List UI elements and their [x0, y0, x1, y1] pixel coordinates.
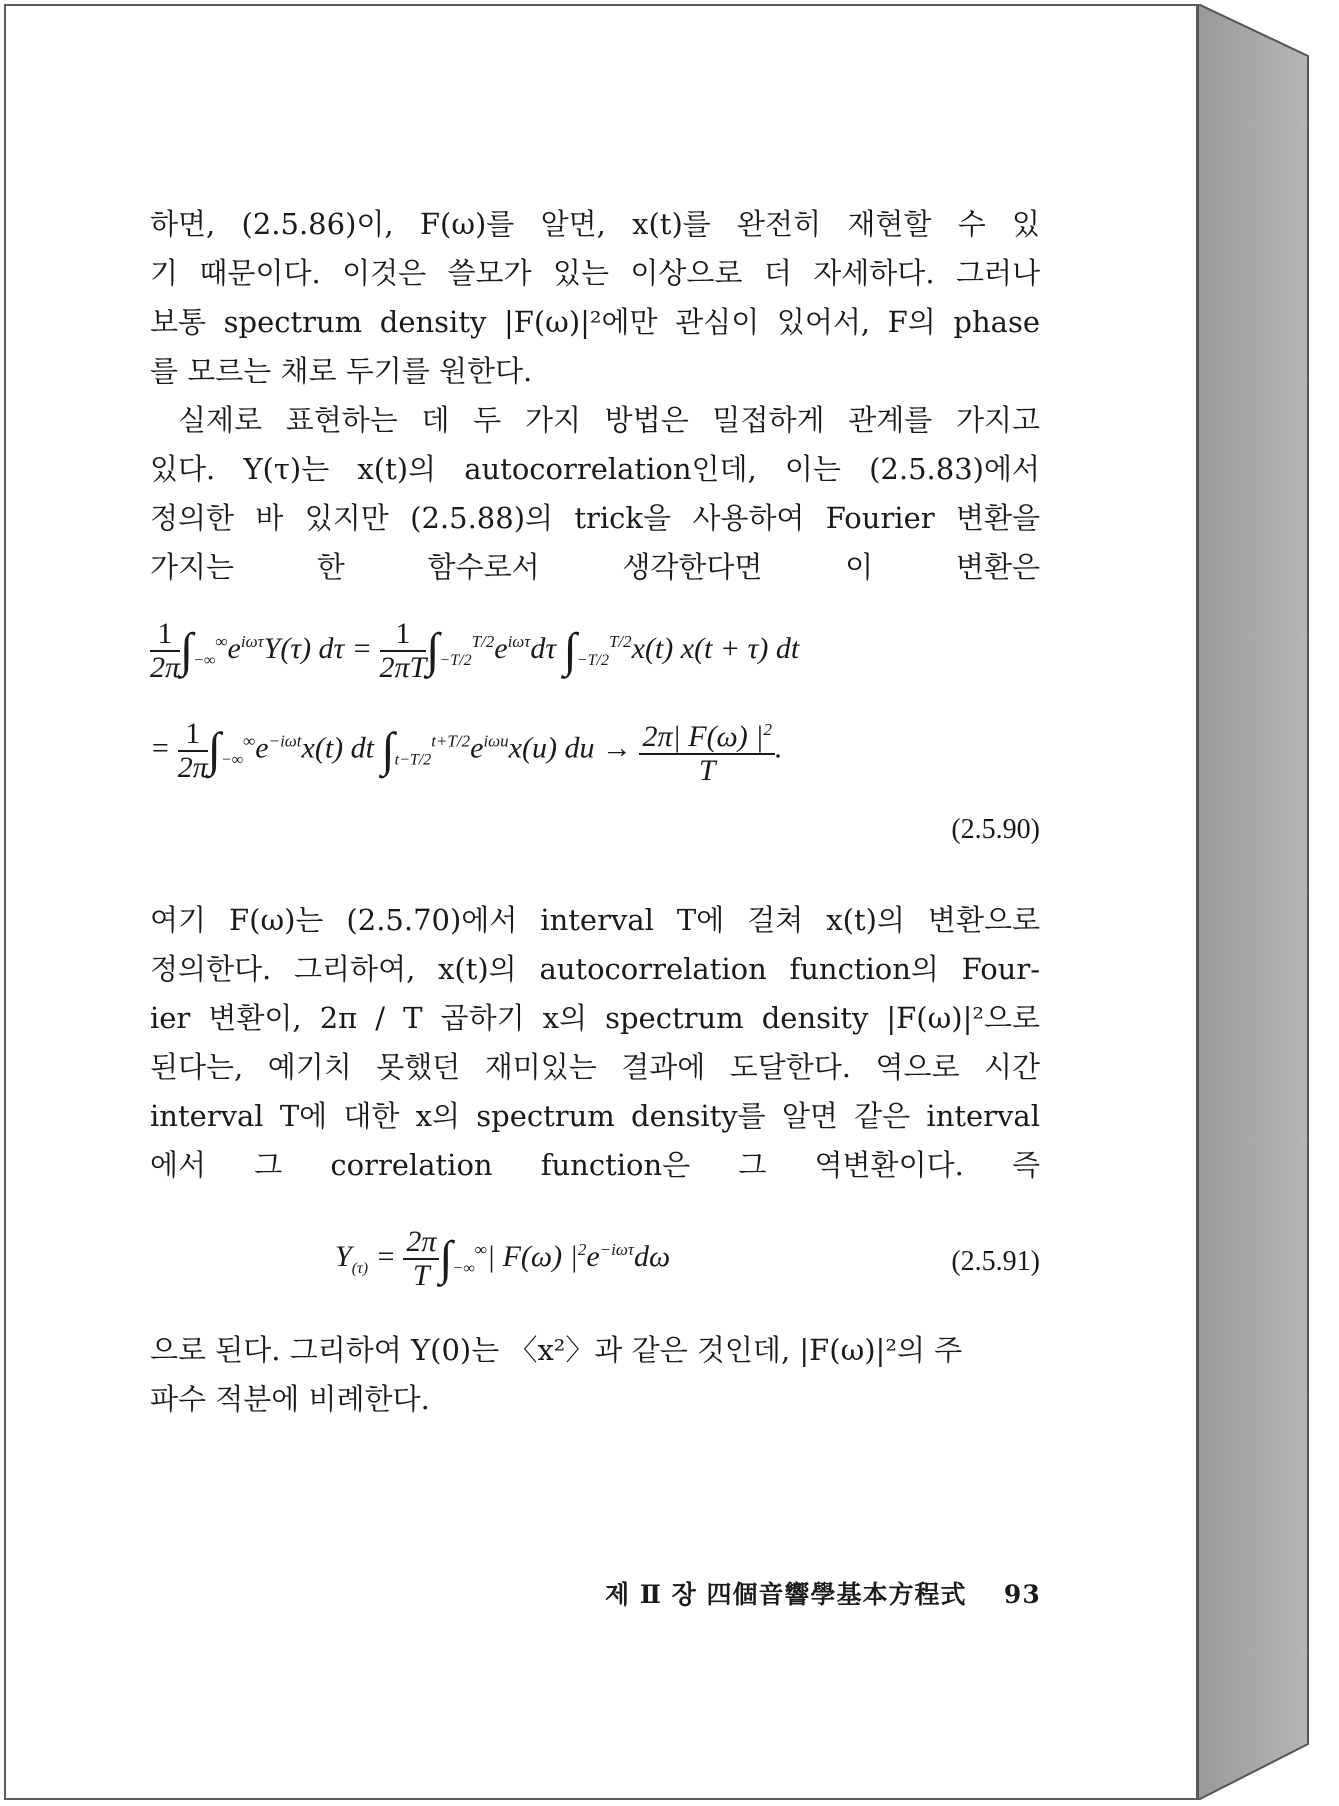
text-line: 가지는 한 함수로서 생각한다면 이 변환은 — [150, 550, 1040, 584]
page-number: 93 — [1003, 1580, 1041, 1609]
text-line: 기 때문이다. 이것은 쓸모가 있는 이상으로 더 자세하다. 그러나 — [150, 256, 1040, 290]
equation-line: $\Upsilon_{(\tau)}$ = $\frac{2\pi}{T}$ $\int_{-\infty}^\infty|$ F(ω) $|^2e^{-i\omega\tau}d\omega$ — [335, 1225, 671, 1292]
page-content — [150, 200, 1040, 1424]
text-line: interval T에 대한 x의 spectrum density를 알면 같은 interval — [150, 1099, 1040, 1133]
paragraph-3 — [150, 896, 1040, 1190]
equation-number: (2.5.91) — [951, 1246, 1040, 1277]
text-line: 에서 그 correlation function은 그 역변환이다. 즉 — [150, 1148, 1040, 1182]
running-footer — [605, 1575, 1041, 1611]
text-line: 정의한다. 그리하여, x(t)의 autocorrelation function의 Four- — [150, 952, 1040, 986]
equation-2-5-90 — [150, 618, 1040, 888]
equation-line-2: = $\frac{1}{2\pi}$ $\int_{-\infty}^\infty e^{-i\omega t}x(t)$ dt $\int_{t-T/2}^{t+T/2}e^{i\omega u}x(u)$ du → $\frac{2\pi| F(\omega) |^2}{T}$ . — [150, 714, 782, 787]
equation-2-5-91 — [150, 1212, 1040, 1312]
text-line: 정의한 바 있지만 (2.5.88)의 trick을 사용하여 Fourier 변환을 — [150, 501, 1040, 535]
paragraph-1 — [150, 200, 1040, 396]
book-page-edges — [1198, 4, 1310, 1800]
text-line: 여기 F(ω)는 (2.5.70)에서 interval T에 걸쳐 x(t)의 변환으로 — [150, 903, 1040, 937]
text-line: 를 모르는 채로 두기를 원한다. — [150, 354, 533, 388]
paragraph-2 — [150, 396, 1040, 592]
text-line: ier 변환이, 2π / T 곱하기 x의 spectrum density |F(ω)|²으로 — [150, 1001, 1040, 1035]
text-line: 파수 적분에 비례한다. — [150, 1382, 430, 1416]
equation-line-1: $\frac{1}{2\pi}$ $\int_{-\infty}^\infty e^{i\omega\tau}\Upsilon(\tau) d\tau$ = $\frac{1}{2\pi T}$ $\int_{-T/2}^{T/2}e^{i\omega\tau}d\tau$ $\int_{-T/2}^{T/2}x(t) x(t + \tau)$ dt — [150, 617, 800, 684]
paragraph-4 — [150, 1326, 1040, 1424]
text-line: 실제로 표현하는 데 두 가지 방법은 밀접하게 관계를 가지고 — [178, 403, 1040, 437]
text-line: 된다는, 예기치 못했던 재미있는 결과에 도달한다. 역으로 시간 — [150, 1050, 1040, 1084]
text-line: 보통 spectrum density |F(ω)|²에만 관심이 있어서, F의 phase — [150, 305, 1040, 339]
text-line: 하면, (2.5.86)이, F(ω)를 알면, x(t)를 완전히 재현할 수 있 — [150, 207, 1040, 241]
text-line: 으로 된다. 그리하여 Υ(0)는 〈x²〉과 같은 것인데, |F(ω)|²의 주 — [150, 1333, 963, 1367]
running-head: 제 Ⅱ 장 四個音響學基本方程式 — [605, 1580, 967, 1609]
text-line: 있다. Υ(τ)는 x(t)의 autocorrelation인데, 이는 (2.5.83)에서 — [150, 452, 1040, 486]
equation-number: (2.5.90) — [951, 814, 1040, 845]
